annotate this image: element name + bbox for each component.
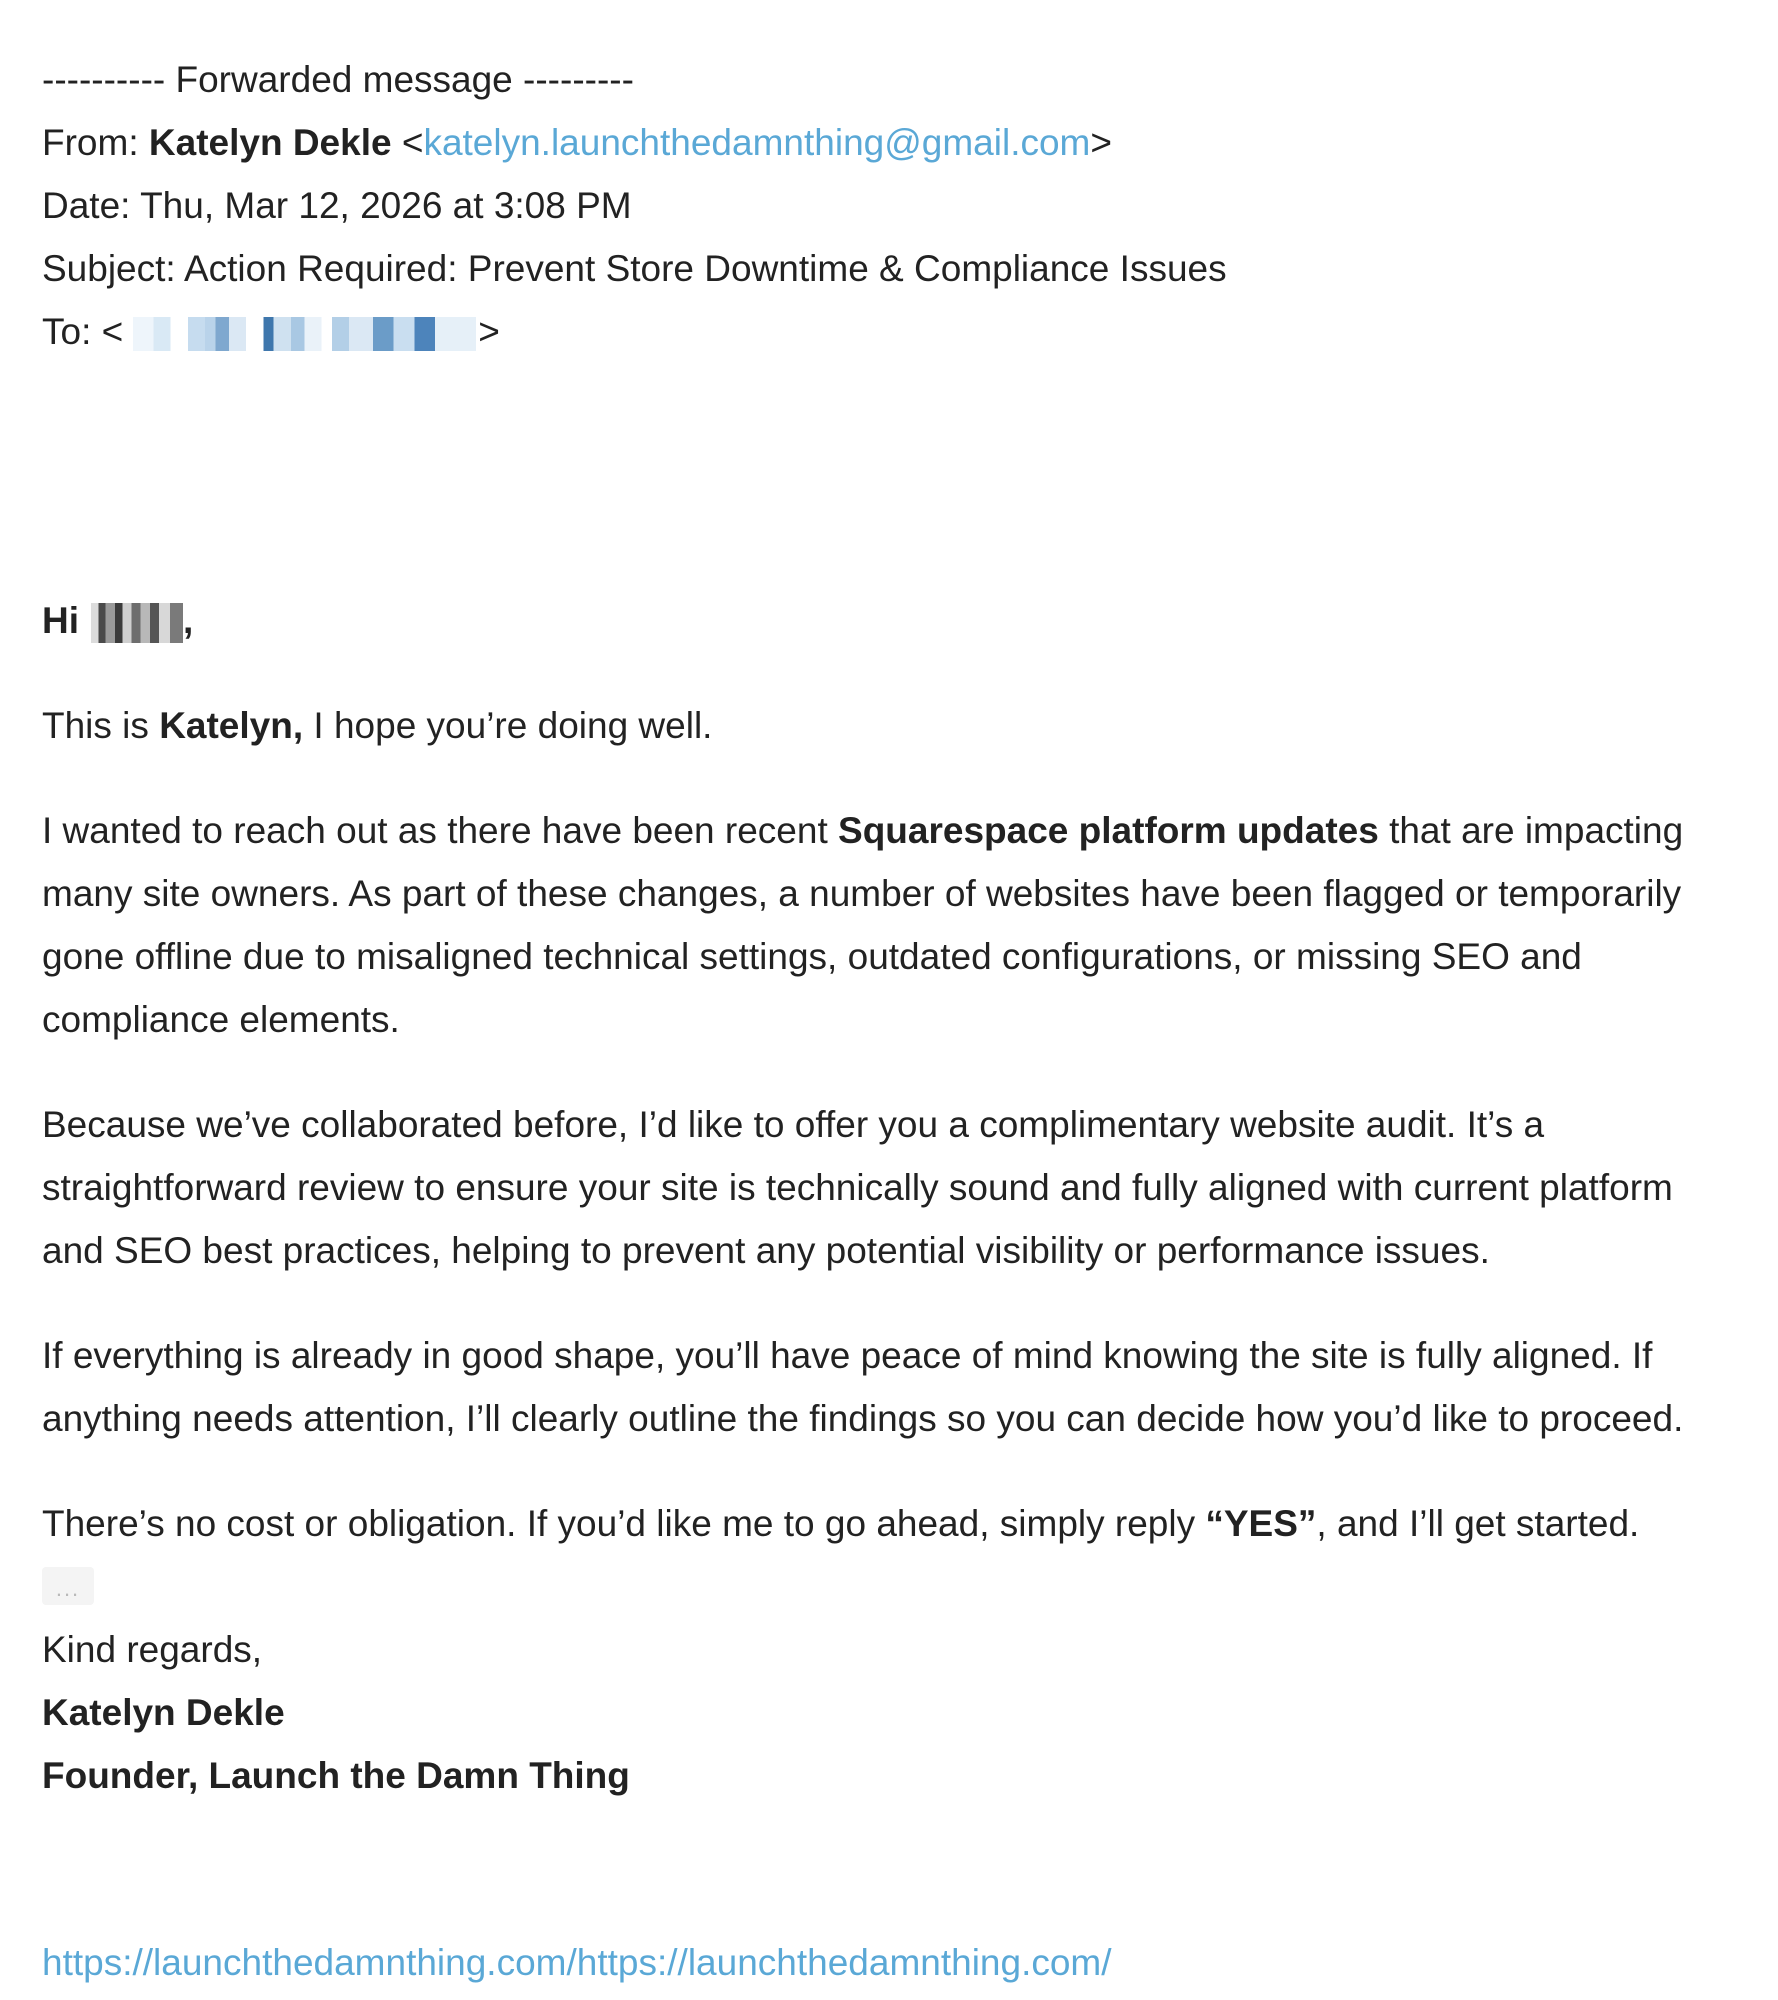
website-link[interactable]: https://launchthedamnthing.com/https://launchthedamnthing.com/: [42, 1942, 1112, 1983]
to-close-bracket: >: [478, 311, 500, 352]
show-trimmed-content-button[interactable]: ...: [42, 1567, 94, 1605]
date-line: [42, 174, 1742, 237]
paragraph-audit-offer: Because we’ve collaborated before, I’d like to offer you a complimentary website audit. It’s a straightforward review to ensure your site is technically sound and fully aligned with current platform and SEO best practices, helping to prevent any potential visibility or performance issues.: [42, 1104, 1673, 1271]
signoff: Kind regards,: [42, 1629, 263, 1670]
from-label: From:: [42, 122, 139, 163]
signature-title: Founder, Launch the Damn Thing: [42, 1755, 630, 1796]
to-label: To:: [42, 311, 92, 352]
email-open-bracket: <: [401, 122, 424, 163]
intro-suffix: I hope you’re doing well.: [313, 705, 713, 746]
redacted-recipient-email: [133, 317, 476, 351]
forwarded-separator: ---------- Forwarded message ---------: [42, 59, 634, 100]
p1-bold: Squarespace platform updates: [838, 810, 1379, 851]
p1-after: that are impacting many site owners. As part of these changes, a number of websites have been flagged or temporarily gone offline due to misaligned technical settings, outdated configurations, or missing SEO and compliance elements.: [42, 810, 1684, 1040]
greeting-word: Hi: [42, 600, 79, 641]
p4-yes: “YES”: [1205, 1503, 1317, 1544]
subject-label: Subject:: [42, 248, 176, 289]
from-line: [42, 111, 1742, 174]
sender-name: Katelyn Dekle: [148, 122, 392, 163]
p1-before: I wanted to reach out as there have been recent: [42, 810, 828, 851]
header-body-gap: [42, 363, 1742, 589]
redacted-recipient-name: [91, 603, 183, 643]
trimmed-content-row: [42, 1555, 1742, 1618]
p4-after: , and I’ll get started.: [1316, 1503, 1640, 1544]
sender-email-link[interactable]: katelyn.launchthedamnthing@gmail.com: [423, 122, 1091, 163]
date-label: Date:: [42, 185, 131, 226]
email-close-bracket: >: [1090, 122, 1112, 163]
paragraph-updates: [42, 799, 1742, 1051]
email-message: [42, 48, 1742, 1807]
subject-value: Action Required: Prevent Store Downtime & Compliance Issues: [183, 248, 1227, 289]
greeting: [42, 589, 1742, 652]
paragraph-call-to-action: [42, 1492, 1742, 1555]
p4-before: There’s no cost or obligation. If you’d like me to go ahead, simply reply: [42, 1503, 1196, 1544]
greeting-comma: ,: [183, 600, 194, 641]
to-line: [42, 300, 1742, 363]
intro-name: Katelyn,: [159, 705, 304, 746]
intro-prefix: This is: [42, 705, 149, 746]
to-open-bracket: <: [101, 311, 124, 352]
date-value: Thu, Mar 12, 2026 at 3:08 PM: [140, 185, 632, 226]
subject-line: [42, 237, 1742, 300]
signature-name: Katelyn Dekle: [42, 1692, 285, 1733]
paragraph-outcomes: If everything is already in good shape, you’ll have peace of mind knowing the site is fully aligned. If anything needs attention, I’ll clearly outline the findings so you can decide how you’d like to proceed.: [42, 1335, 1684, 1439]
website-url-line: [42, 1931, 1112, 1994]
intro-paragraph: [42, 694, 1742, 757]
